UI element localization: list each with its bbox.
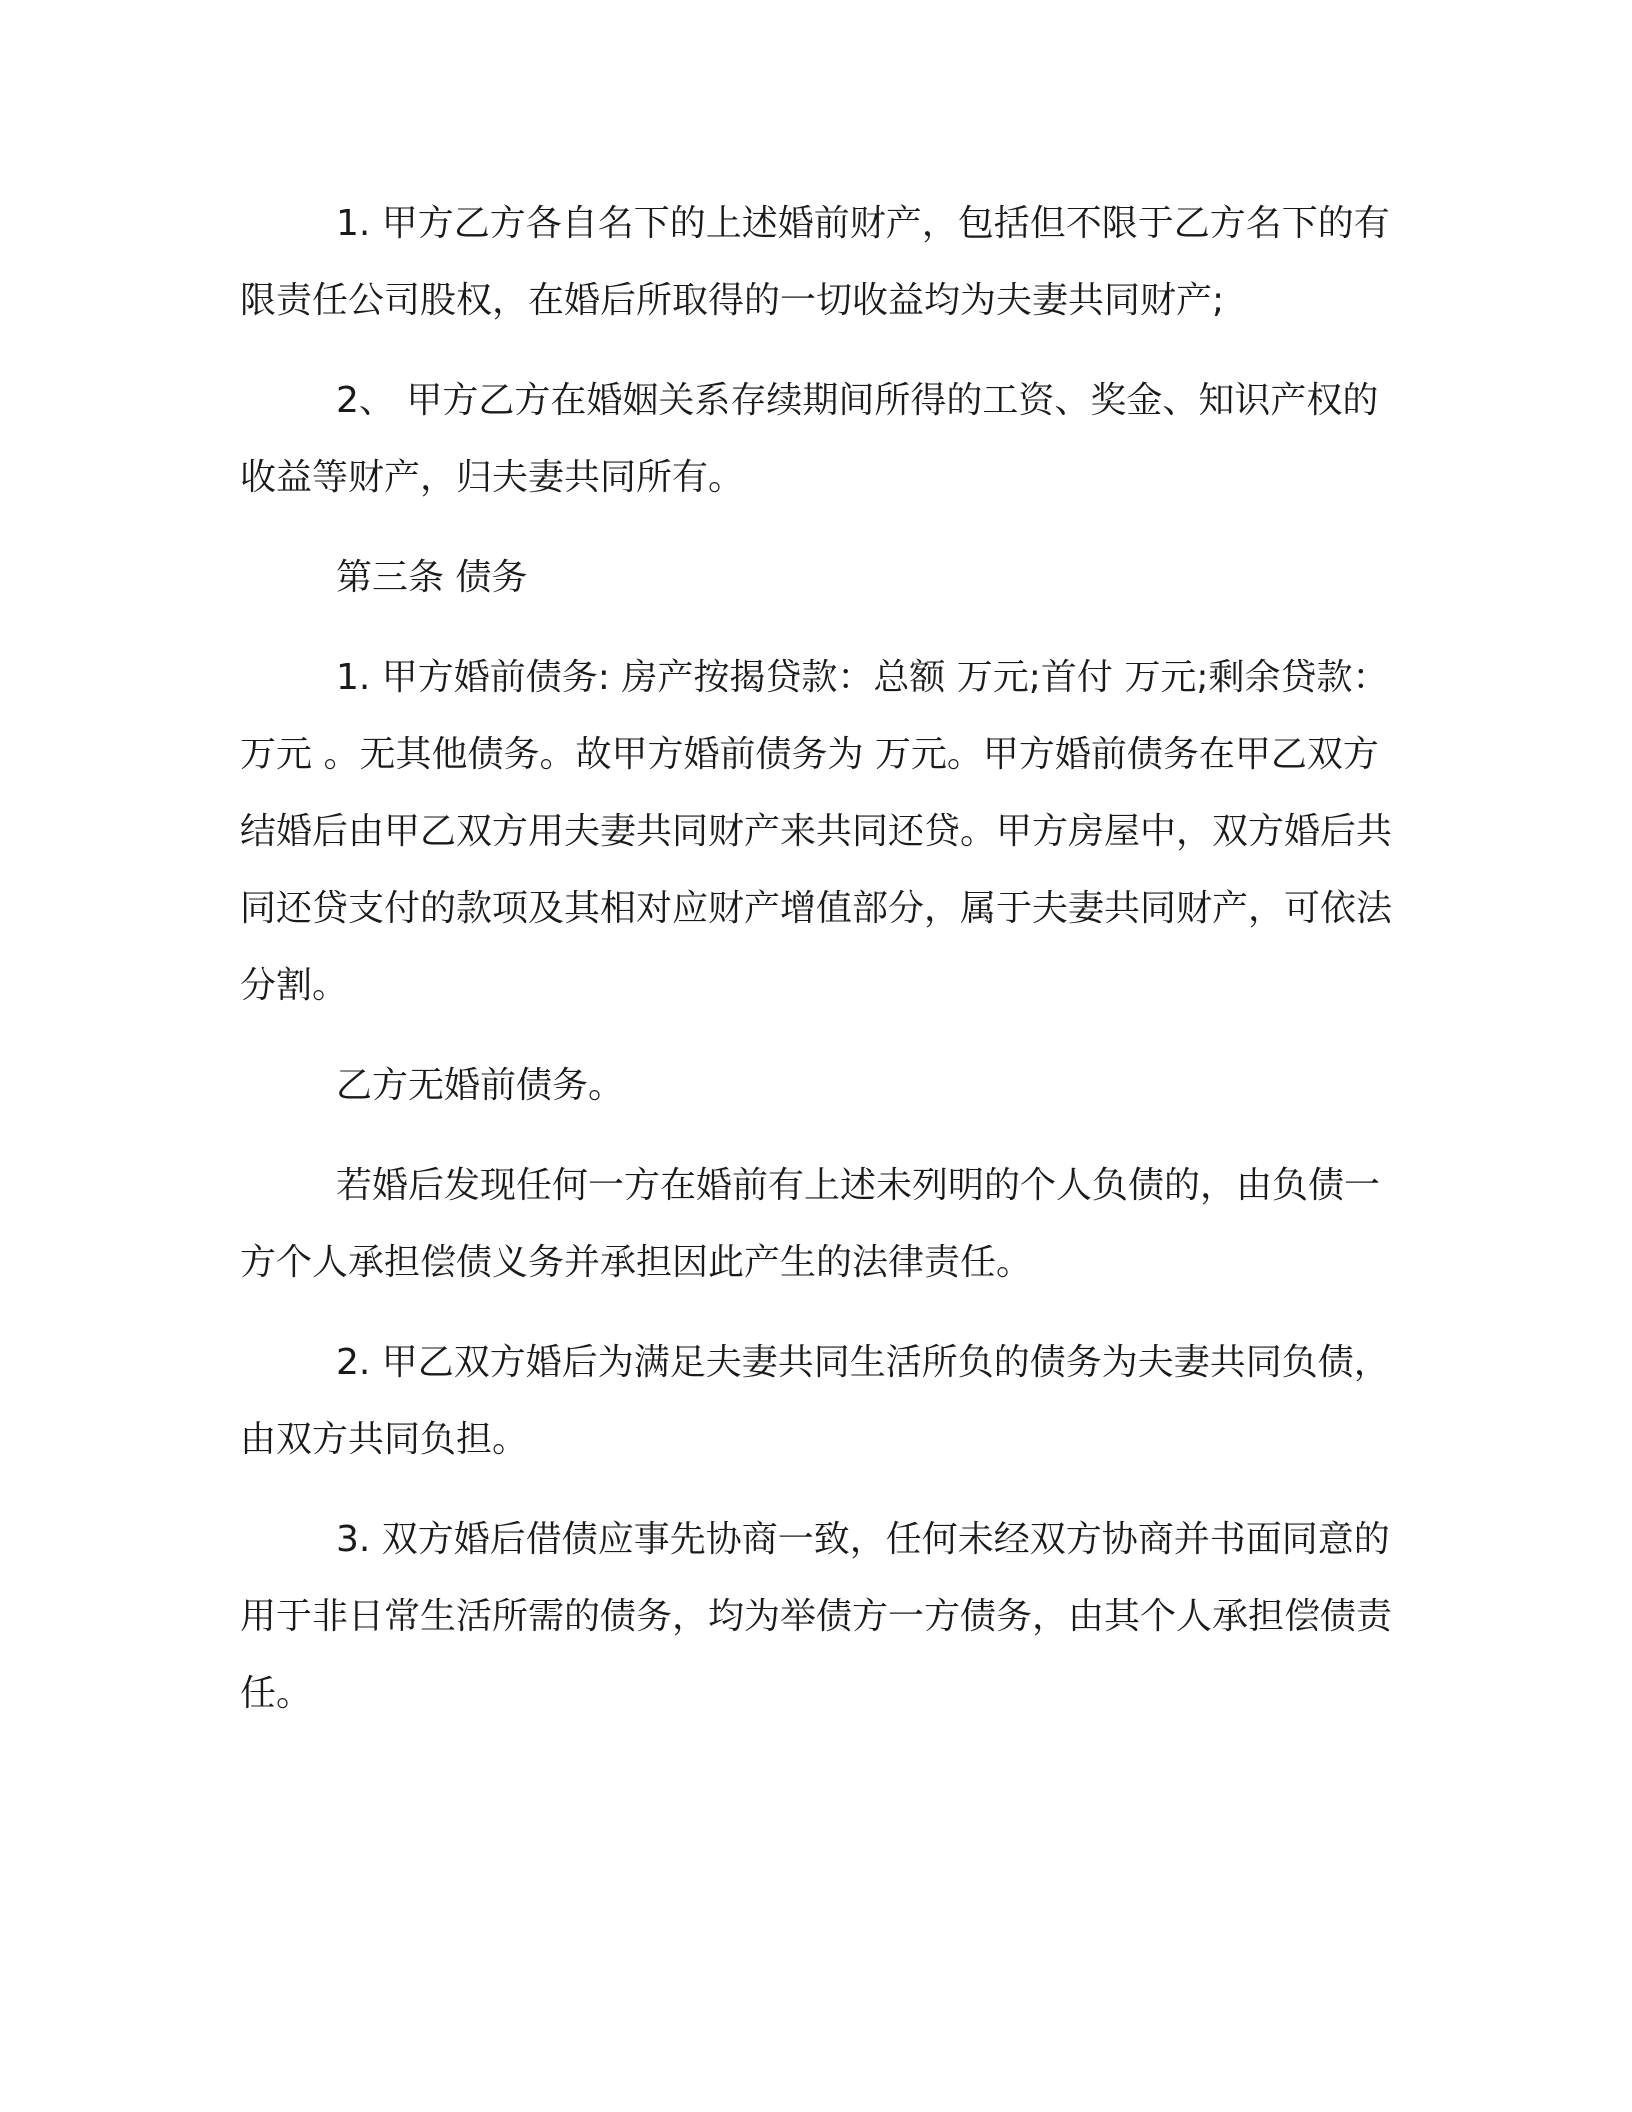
paragraph-party-b-no-debt: 乙方无婚前债务。 [336, 1065, 625, 1106]
paragraph-borrowing-consent: 3. 双方婚后借债应事先协商一致，任何未经双方协商并书面同意的用于非日常生活所需的债务，均为举债方一方债务，由其个人承担偿债责任。 [240, 1519, 1393, 1714]
document-body [240, 185, 1405, 1732]
paragraph-undisclosed-debt: 若婚后发现任何一方在婚前有上述未列明的个人负债的，由负债一方个人承担偿债义务并承担因此产生的法律责任。 [240, 1165, 1381, 1283]
paragraph-party-a-premarital-debt: 1. 甲方婚前债务: 房产按揭贷款：总额 万元;首付 万元;剩余贷款：万元 。无其他债务。故甲方婚前债务为 万元。甲方婚前债务在甲乙双方结婚后由甲乙双方用夫妻共同财产来共同还贷。甲方房屋中，双方婚后共同还贷支付的款项及其相对应财产增值部分，属于夫妻共同财产，可依法分割。 [240, 657, 1393, 1006]
paragraph-property-income: 1. 甲方乙方各自名下的上述婚前财产，包括但不限于乙方名下的有限责任公司股权，在婚后所取得的一切收益均为夫妻共同财产; [240, 203, 1390, 321]
paragraph-marital-earnings: 2、 甲方乙方在婚姻关系存续期间所得的工资、奖金、知识产权的收益等财产，归夫妻共同所有。 [240, 380, 1379, 498]
section-heading-debts: 第三条 债务 [336, 557, 528, 598]
paragraph-joint-debt: 2. 甲乙双方婚后为满足夫妻共同生活所负的债务为夫妻共同负债，由双方共同负担。 [240, 1342, 1390, 1460]
